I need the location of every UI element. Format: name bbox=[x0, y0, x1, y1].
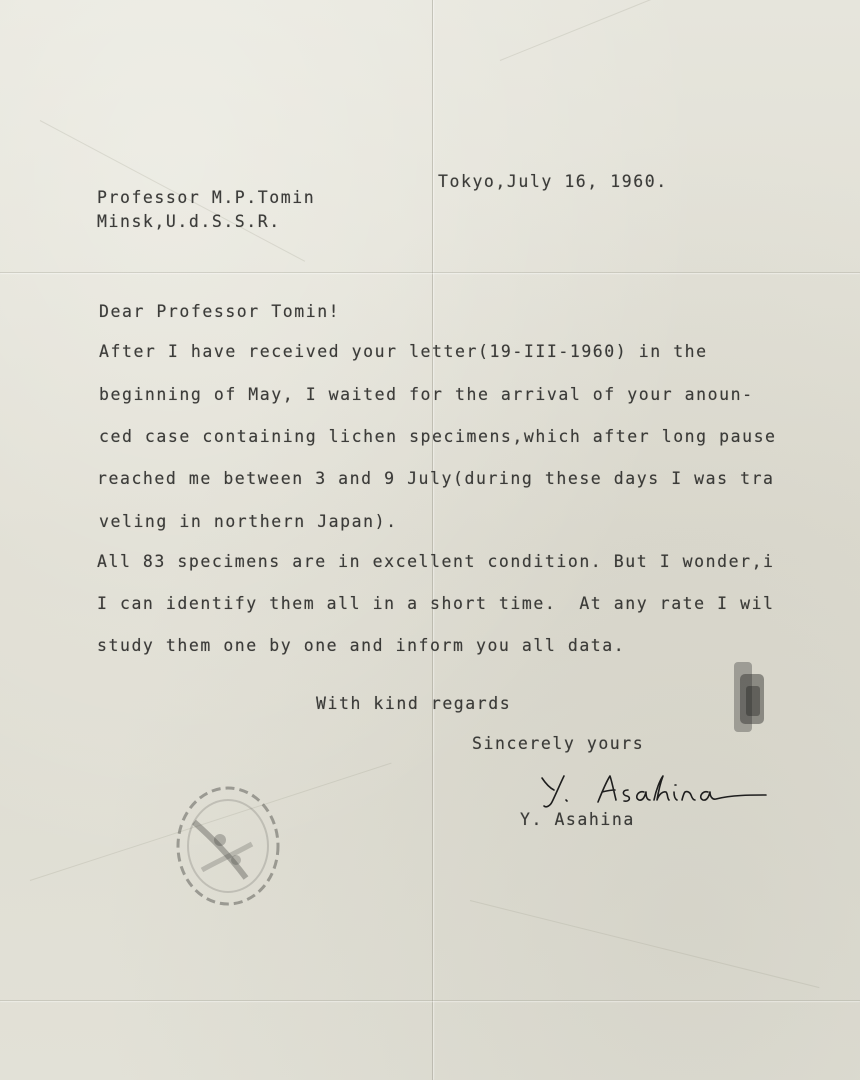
body-line: study them one by one and inform you all data. bbox=[97, 636, 626, 655]
vertical-fold-line bbox=[432, 0, 433, 1080]
closing-regards: With kind regards bbox=[316, 694, 512, 713]
body-line: All 83 specimens are in excellent condition. But I wonder,i bbox=[97, 552, 775, 571]
paper-crease bbox=[470, 900, 820, 988]
body-line: reached me between 3 and 9 July(during these days I was tra bbox=[97, 469, 775, 488]
date-line: Tokyo,July 16, 1960. bbox=[438, 172, 668, 191]
recipient-address: Minsk,U.d.S.S.R. bbox=[97, 212, 281, 231]
horizontal-fold-line-upper bbox=[0, 272, 860, 273]
paper-crease bbox=[500, 0, 816, 61]
body-line: beginning of May, I waited for the arrival of your anoun- bbox=[99, 385, 754, 404]
horizontal-fold-line-lower bbox=[0, 1000, 860, 1001]
round-stamp-mark bbox=[172, 782, 284, 910]
ink-smudge-mark bbox=[726, 656, 776, 738]
salutation: Dear Professor Tomin! bbox=[99, 302, 341, 321]
recipient-name: Professor M.P.Tomin bbox=[97, 188, 316, 207]
body-line: ced case containing lichen specimens,which after long pause bbox=[99, 427, 777, 446]
body-line: I can identify them all in a short time. At any rate I wil bbox=[97, 594, 775, 613]
body-line: After I have received your letter(19-III-1960) in the bbox=[99, 342, 708, 361]
body-line: veling in northern Japan). bbox=[99, 512, 398, 531]
typed-name: Y. Asahina bbox=[520, 810, 635, 829]
closing-sincerely: Sincerely yours bbox=[472, 734, 645, 753]
handwritten-signature bbox=[536, 768, 776, 812]
